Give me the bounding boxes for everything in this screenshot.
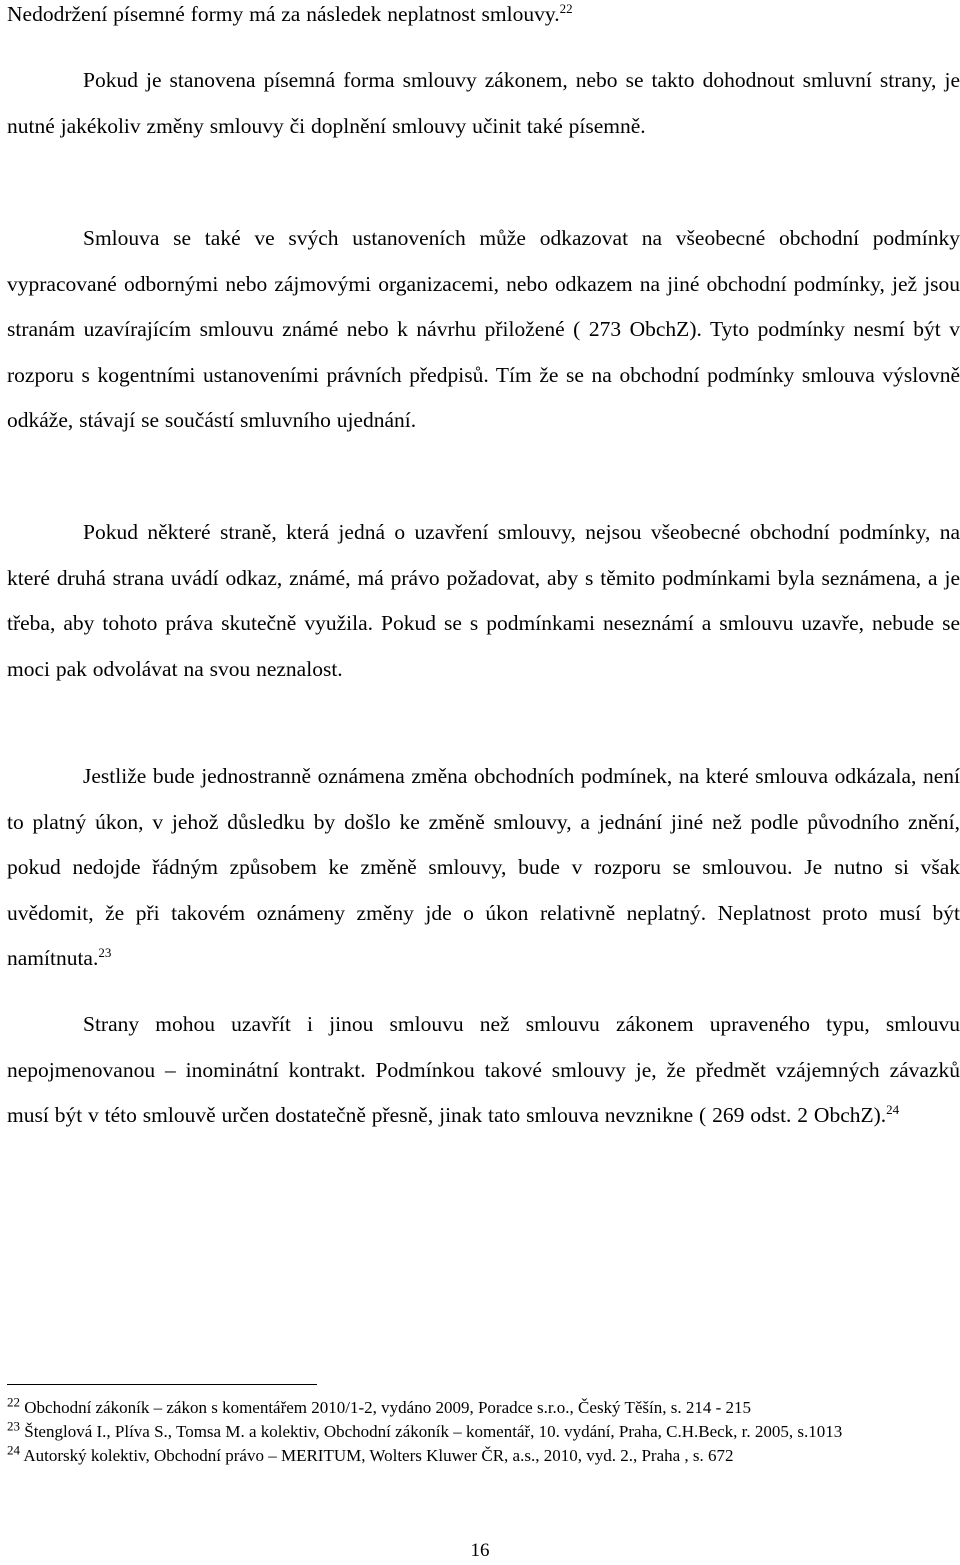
footnote-text: Autorský kolektiv, Obchodní právo – MERITUM, Wolters Kluwer ČR, a.s., 2010, vyd. 2., Praha , s. 672 <box>23 1446 734 1465</box>
paragraph-text: Smlouva se také ve svých ustanoveních může odkazovat na všeobecné obchodní podmínky vypracované odbornými nebo zájmovými organizacemi, nebo odkazem na jiné obchodní podmínky, jež jsou stranám uzavírajícím smlouvu známé nebo k návrhu přiložené ( 273 ObchZ). Tyto podmínky nesmí být v rozporu s kogentními ustanoveními právních předpisů. Tím že se na obchodní podmínky smlouva výslovně odkáže, stávají se součástí smluvního ujednání. <box>7 226 960 432</box>
footnote-text: Obchodní zákoník – zákon s komentářem 2010/1-2, vydáno 2009, Poradce s.r.o., Český Těšín, s. 214 - 215 <box>24 1398 752 1417</box>
footnote-number: 23 <box>7 1418 20 1434</box>
footnote-reference[interactable]: 23 <box>98 944 112 960</box>
footnote <box>7 1396 960 1420</box>
paragraph-text: Strany mohou uzavřít i jinou smlouvu než smlouvu zákonem upraveného typu, smlouvu nepojmenovanou – inominátní kontrakt. Podmínkou takové smlouvy je, že předmět vzájemných závazků musí být v této smlouvě určen dostatečně přesně, jinak tato smlouva nevznikne ( 269 odst. 2 ObchZ). <box>7 1012 960 1127</box>
footnote-reference[interactable]: 24 <box>886 1101 900 1117</box>
document-page <box>7 0 960 1565</box>
footnote-text: Štenglová I., Plíva S., Tomsa M. a kolektiv, Obchodní zákoník – komentář, 10. vydání, Praha, C.H.Beck, r. 2005, s.1013 <box>24 1422 843 1441</box>
page-number: 16 <box>470 1540 490 1561</box>
footnote <box>7 1444 960 1468</box>
paragraph-text: Pokud některé straně, která jedná o uzavření smlouvy, nejsou všeobecné obchodní podmínky, na které druhá strana uvádí odkaz, známé, má právo požadovat, aby s těmito podmínkami byla seznámena, a je třeba, aby tohoto práva skutečně využila. Pokud se s podmínkami neseznámí a smlouvu uzavře, nebude se moci pak odvolávat na svou neznalost. <box>7 520 960 681</box>
paragraph-text: Jestliže bude jednostranně oznámena změna obchodních podmínek, na které smlouva odkázala, není to platný úkon, v jehož důsledku by došlo ke změně smlouvy, a jednání jiné než podle původního znění, pokud nedojde řádným způsobem ke změně smlouvy, bude v rozporu se smlouvou. Je nutno si však uvědomit, že při takovém oznámeny změny jde o úkon relativně neplatný. Neplatnost proto musí být namítnuta. <box>7 764 960 970</box>
paragraph <box>7 216 960 444</box>
footnote-number: 24 <box>7 1442 20 1458</box>
paragraph-text: Pokud je stanovena písemná forma smlouvy zákonem, nebo se takto dohodnout smluvní strany, je nutné jakékoliv změny smlouvy či doplnění smlouvy učinit také písemně. <box>7 68 960 138</box>
paragraph <box>7 58 960 149</box>
footnote-reference[interactable]: 22 <box>559 0 573 16</box>
paragraph <box>7 754 960 982</box>
paragraph-text: Nedodržení písemné formy má za následek neplatnost smlouvy. <box>7 2 560 26</box>
paragraph <box>7 0 960 38</box>
footnotes-section <box>7 1396 960 1468</box>
paragraph <box>7 510 960 692</box>
paragraph <box>7 1002 960 1139</box>
footnote-number: 22 <box>7 1394 20 1410</box>
footnote <box>7 1420 960 1444</box>
footnote-separator <box>7 1384 317 1385</box>
